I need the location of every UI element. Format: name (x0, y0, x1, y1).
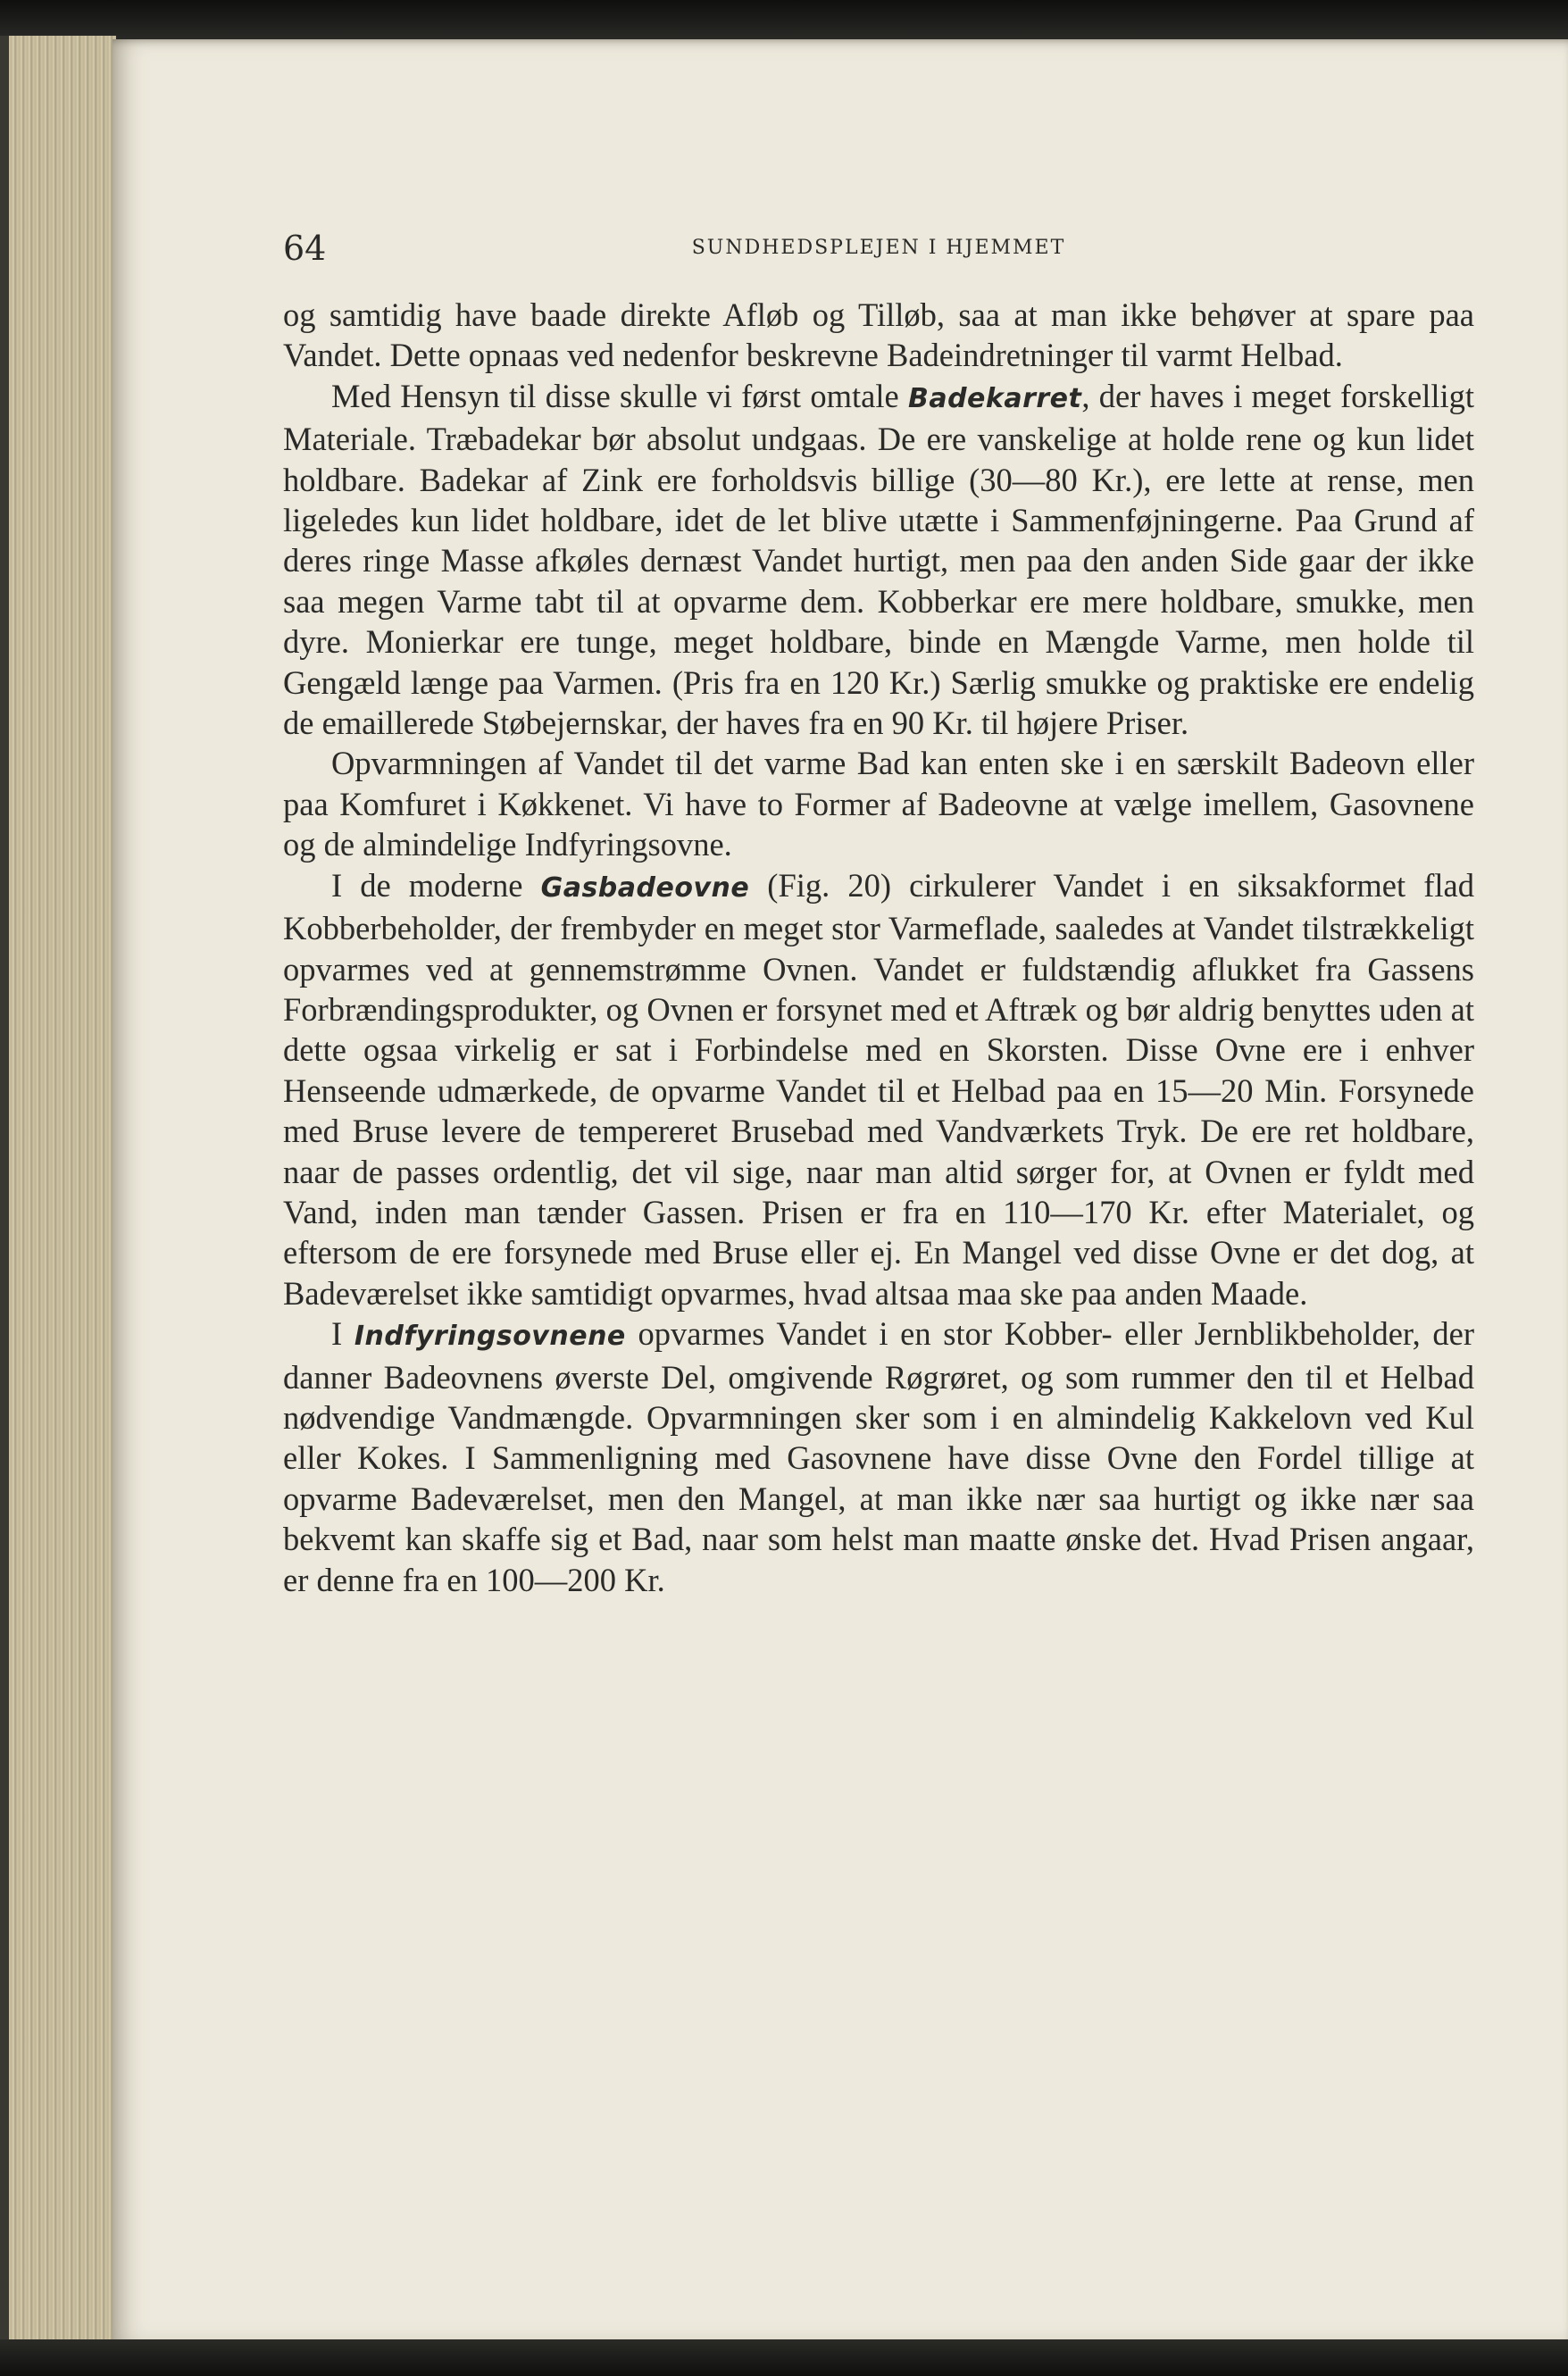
paragraph-4-lead: I de moderne (331, 866, 541, 904)
paragraph-2-rest: , der haves i meget forskelligt Materiale. Træbadekar bør absolut undgaas. De ere vanskelige at holde rene og kun lidet holdbare. Badekar af Zink ere forholdsvis billige (30—80 Kr.), ere lette at rense, men ligeledes kun lidet holdbare, idet de let blive utætte i Sammenføjningerne. Paa Grund af deres ringe Masse afkøles dernæst Vandet hurtigt, men paa den anden Side gaar der ikke saa megen Varme tabt til at opvarme dem. Kobberkar ere mere holdbare, smukke, men dyre. Monierkar ere tunge, meget holdbare, binde en Mængde Varme, men holde til Gengæld længe paa Varmen. (Pris fra en 120 Kr.) Særlig smukke og praktiske ere endelig de emaillerede Støbejernskar, der haves fra en 90 Kr. til højere Priser. (283, 377, 1475, 742)
paragraph-4-rest: (Fig. 20) cirkulerer Vandet i en siksakformet flad Kobberbeholder, der frembyder en meget stor Varmeflade, saaledes at Vandet tilstrækkeligt opvarmes ved at gennemstrømme Ovnen. Vandet er fuldstændig aflukket fra Gassens Forbrændingsprodukter, og Ovnen er forsynet med et Aftræk og bør aldrig benyttes uden at dette ogsaa virkelig er sat i Forbindelse med en Skorsten. Disse Ovne ere i enhver Henseende udmærkede, de opvarme Vandet til et Helbad paa en 15—20 Min. Forsynede med Bruse levere de tempereret Brusebad med Vandværkets Tryk. De ere ret holdbare, naar de passes ordentlig, det vil sige, naar man altid sørger for, at Ovnen er fyldt med Vand, inden man tænder Gassen. Prisen er fra en 110—170 Kr. efter Materialet, og eftersom de ere forsynede med Bruse eller ej. En Mangel ved disse Ovne er det dog, at Badeværelset ikke samtidigt opvarmes, hvad altsaa maa ske paa anden Maade. (283, 866, 1474, 1312)
paragraph-3: Opvarmningen af Vandet til det varme Bad kan enten ske i en særskilt Badeovn eller paa Komfuret i Køkkenet. Vi have to Former af Badeovne at vælge imellem, Gasovnene og de almindelige Indfyringsovne. (283, 745, 1474, 863)
page-header (283, 221, 1474, 275)
term-badekarret: Badekarret (907, 382, 1082, 414)
body-text (283, 295, 1474, 1600)
scan-top-border (0, 0, 1568, 41)
page-number: 64 (283, 229, 327, 268)
book-page-edges (0, 36, 116, 2344)
running-head: SUNDHEDSPLEJEN I HJEMMET (691, 237, 1066, 259)
term-gasbadeovne: Gasbadeovne (540, 871, 750, 904)
paragraph-5-lead: I (331, 1315, 354, 1353)
paragraph-5 (283, 1313, 1474, 1600)
scan-bottom-border (0, 2339, 1568, 2376)
paragraph-2-lead: Med Hensyn til disse skulle vi først omtale (331, 377, 908, 414)
paragraph-1: og samtidig have baade direkte Afløb og Tilløb, saa at man ikke behøver at spare paa Vandet. Dette opnaas ved nedenfor beskrevne Badeindretninger til varmt Helbad. (283, 296, 1474, 374)
term-indfyringsovnene: Indfyringsovnene (354, 1321, 626, 1353)
paragraph-5-rest: opvarmes Vandet i en stor Kobber- eller Jernblikbeholder, der danner Badeovnens øverste Del, omgivende Røgrøret, og som rummer den til et Helbad nødvendige Vandmængde. Opvarmningen sker som i en almindelig Kakkelovn ved Kul eller Kokes. I Sammenligning med Gasovnene have disse Ovne den Fordel tillige at opvarme Badeværelset, men den Mangel, at man ikke nær saa hurtigt og ikke nær saa bekvemt kan skaffe sig et Bad, naar som helst man maatte ønske det. Hvad Prisen angaar, er denne fra en 100—200 Kr. (283, 1315, 1474, 1598)
paragraph-2 (283, 376, 1474, 744)
paragraph-4 (283, 865, 1474, 1313)
